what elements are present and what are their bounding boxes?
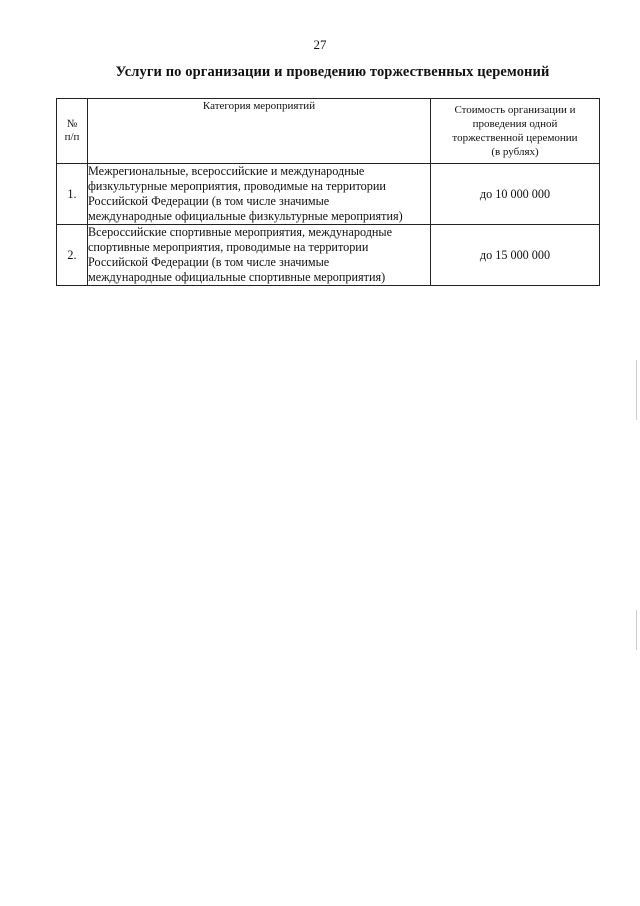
- document-title: Услуги по организации и проведению торжественных церемоний: [115, 64, 550, 80]
- header-category: Категория мероприятий: [88, 99, 431, 164]
- table-row: [57, 164, 600, 225]
- header-cost-line: (в рублях): [491, 146, 539, 158]
- category-line: международные официальные физкультурные мероприятия): [88, 209, 403, 223]
- header-number: [57, 99, 88, 164]
- scan-edge-mark: [636, 360, 637, 420]
- row-number: 1.: [57, 164, 88, 225]
- category-line: физкультурные мероприятия, проводимые на территории: [88, 179, 386, 193]
- row-category: [88, 225, 431, 286]
- row-cost: до 10 000 000: [431, 164, 600, 225]
- header-cost-line: проведения одной: [472, 118, 558, 130]
- header-number-line: №: [66, 118, 78, 130]
- category-line: Российской Федерации (в том числе значимые: [88, 194, 330, 208]
- page-number: 27: [313, 37, 327, 52]
- row-number: 2.: [57, 225, 88, 286]
- scan-edge-mark: [636, 610, 637, 650]
- header-cost-line: Стоимость организации и: [454, 104, 576, 116]
- services-table: [56, 98, 600, 286]
- header-number-line: п/п: [64, 131, 80, 143]
- category-line: Всероссийские спортивные мероприятия, международные: [88, 225, 393, 239]
- table-row: [57, 225, 600, 286]
- category-line: Российской Федерации (в том числе значимые: [88, 255, 330, 269]
- row-category: [88, 164, 431, 225]
- header-cost: [431, 99, 600, 164]
- category-line: международные официальные спортивные мероприятия): [88, 270, 386, 284]
- category-line: Межрегиональные, всероссийские и международные: [88, 164, 365, 178]
- header-cost-line: торжественной церемонии: [452, 132, 578, 144]
- category-line: спортивные мероприятия, проводимые на территории: [88, 240, 369, 254]
- row-cost: до 15 000 000: [431, 225, 600, 286]
- table-header-row: [57, 99, 600, 164]
